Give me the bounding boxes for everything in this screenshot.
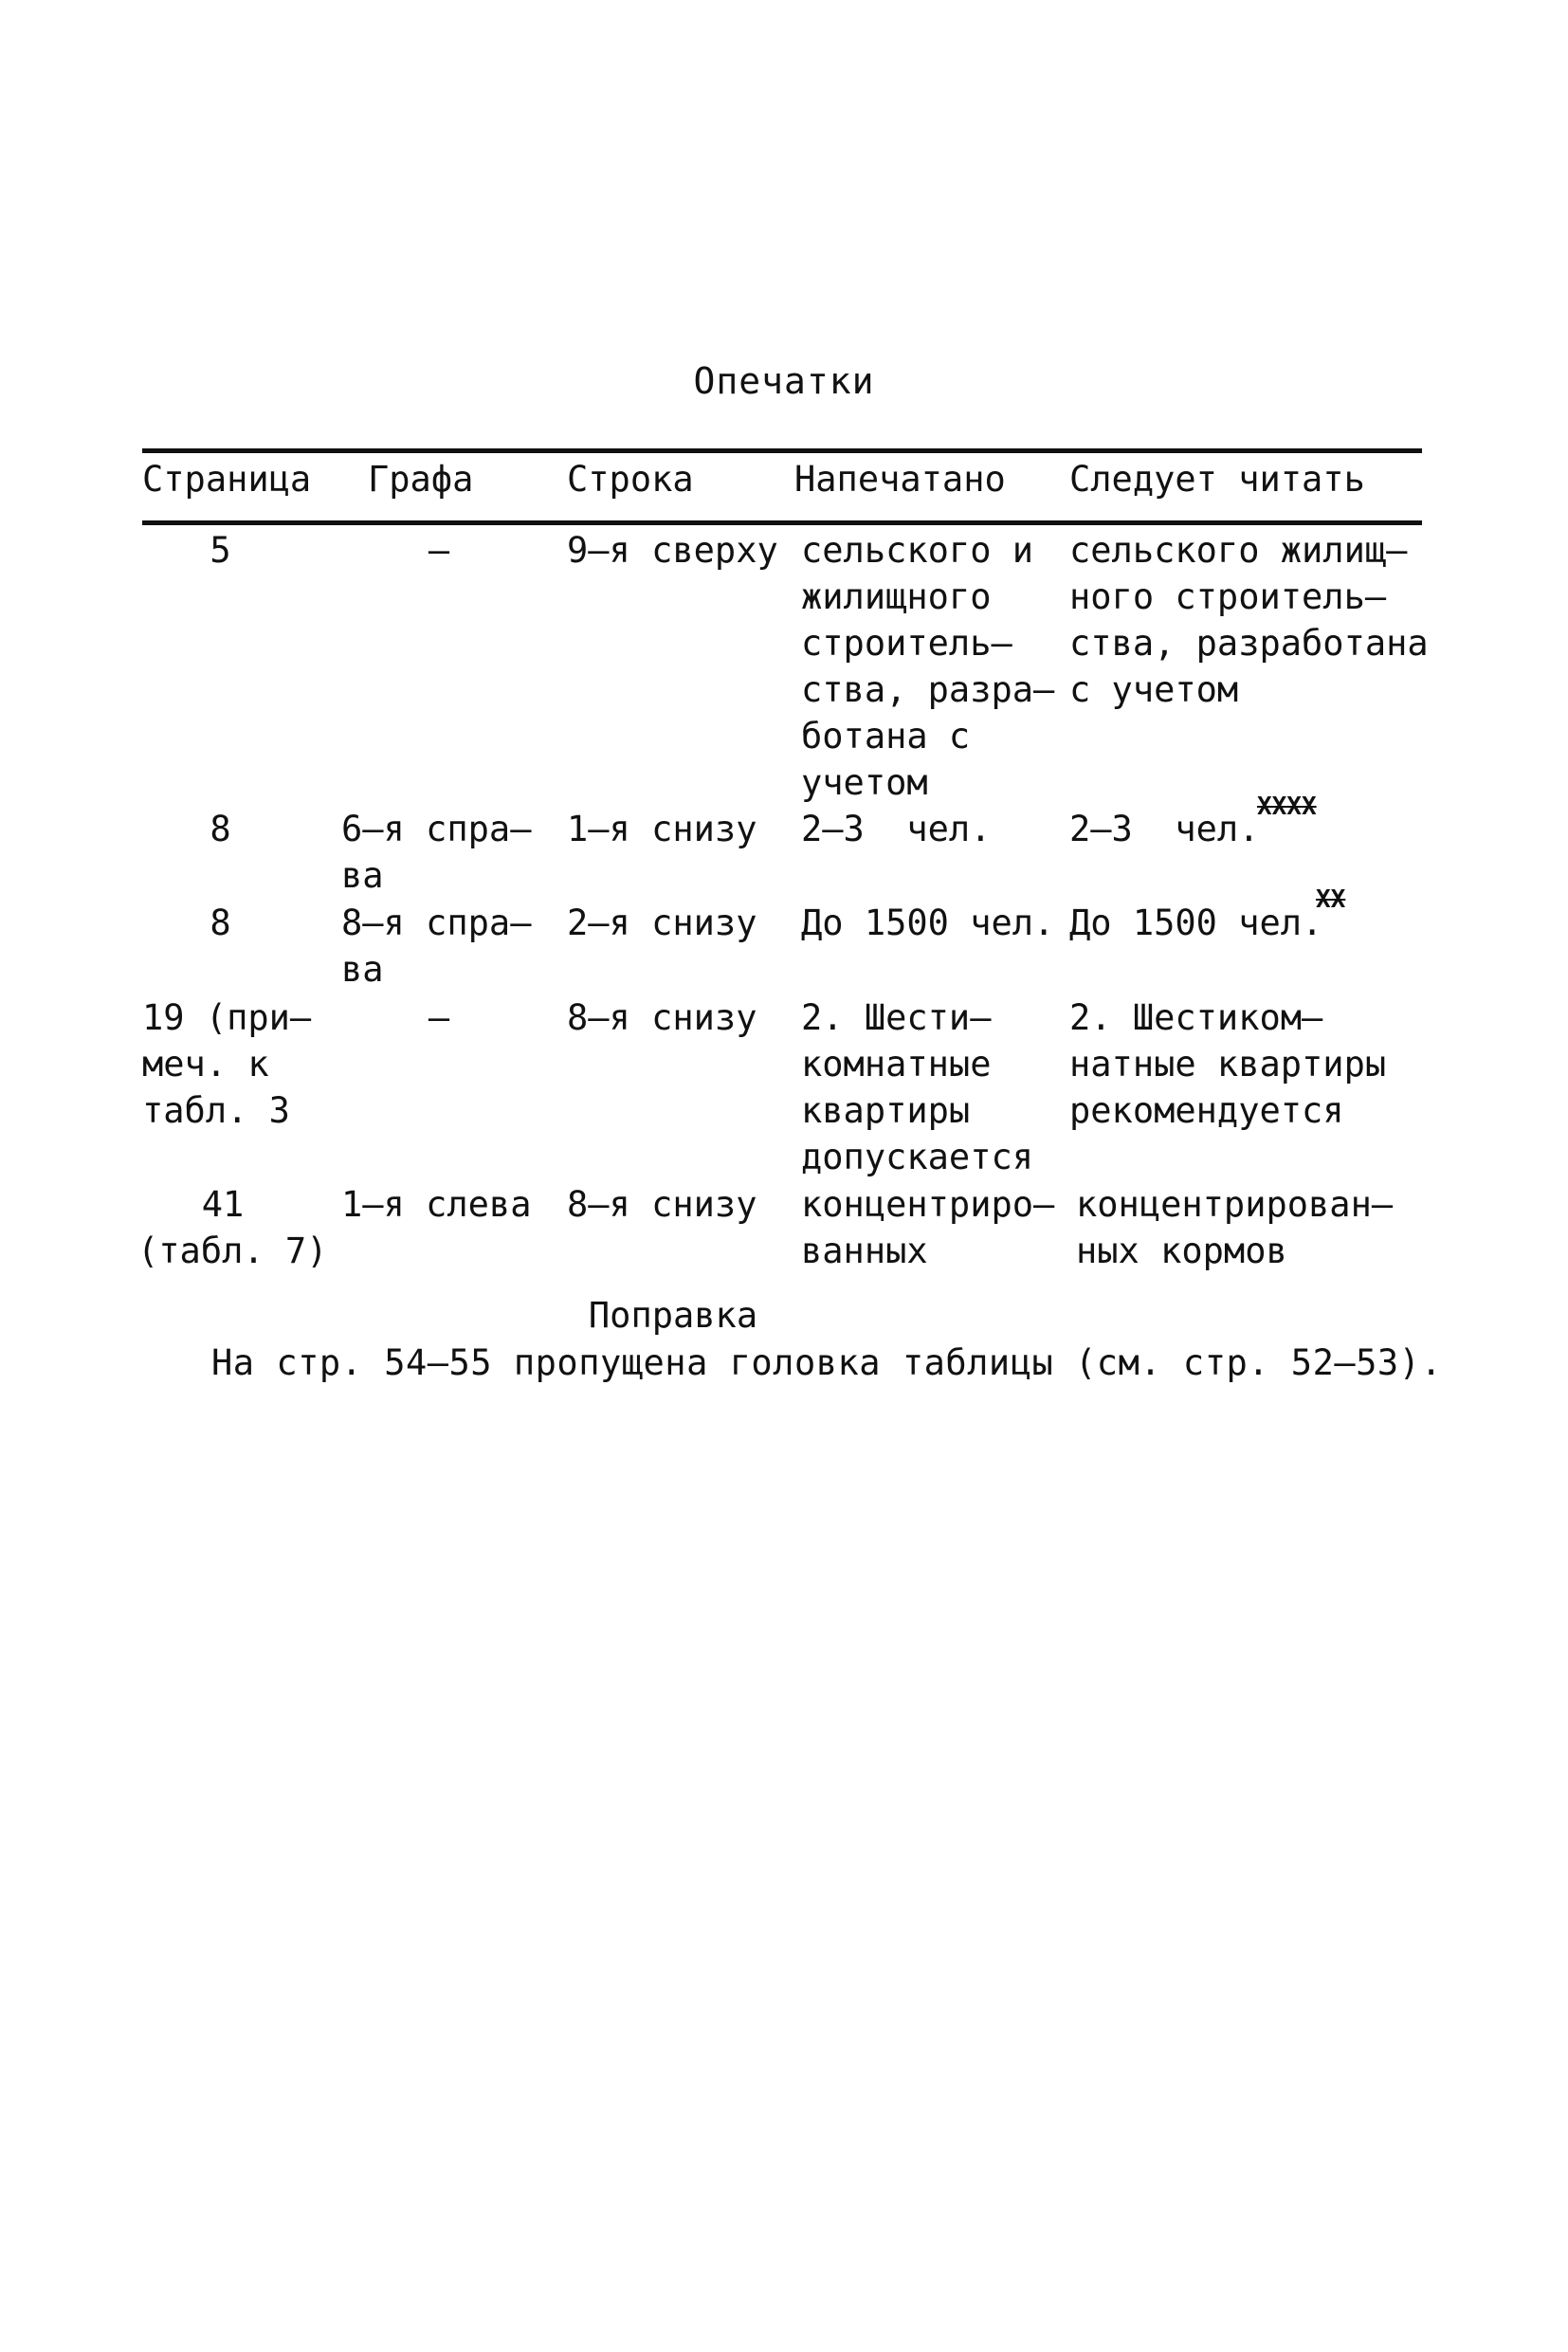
row5-printed: концентриро– ванных bbox=[801, 1184, 1055, 1271]
row4-column: – bbox=[428, 997, 450, 1038]
header-line: Строка bbox=[567, 459, 694, 500]
correction-title: Поправка bbox=[588, 1295, 758, 1336]
row3-line: 2–я снизу bbox=[567, 903, 757, 943]
row4-printed: 2. Шести– комнатные квартиры допускается bbox=[801, 997, 1034, 1177]
row4-should-read: 2. Шестиком– натные квартиры рекомендуется bbox=[1069, 997, 1387, 1131]
row3-page: 8 bbox=[210, 903, 231, 943]
row5-line: 8–я снизу bbox=[567, 1184, 757, 1225]
row1-page: 5 bbox=[210, 530, 231, 571]
row1-column: – bbox=[428, 530, 450, 571]
row2-line: 1–я снизу bbox=[567, 809, 757, 849]
row2-page: 8 bbox=[210, 809, 231, 849]
row1-line: 9–я сверху bbox=[567, 530, 778, 571]
row5-column: 1–я слева bbox=[341, 1184, 532, 1225]
header-page: Страница bbox=[142, 459, 312, 500]
row5-should-read: концентрирован– ных кормов bbox=[1076, 1184, 1394, 1271]
row4-page: 19 (при– меч. к табл. 3 bbox=[142, 997, 312, 1131]
row2-should-read: 2–3 чел. bbox=[1069, 809, 1260, 849]
table-header-rule bbox=[142, 520, 1422, 525]
header-printed: Напечатано bbox=[794, 459, 1006, 500]
row2-printed: 2–3 чел. bbox=[801, 809, 992, 849]
row3-column: 8–я спра– ва bbox=[341, 903, 532, 990]
row3-should-read: До 1500 чел. bbox=[1069, 903, 1323, 943]
table-top-rule bbox=[142, 448, 1422, 453]
row4-line: 8–я снизу bbox=[567, 997, 757, 1038]
row5-page: 41 (табл. 7) bbox=[137, 1184, 328, 1271]
row3-mark: ХХ bbox=[1316, 885, 1346, 914]
row3-printed: До 1500 чел. bbox=[801, 903, 1055, 943]
page-title: Опечатки bbox=[693, 360, 875, 402]
row2-column: 6–я спра– ва bbox=[341, 809, 532, 896]
row1-should-read: сельского жилищ– ного строитель– ства, разработана с учетом bbox=[1069, 530, 1429, 710]
row2-mark: ХХХХ bbox=[1257, 793, 1317, 821]
correction-text: На стр. 54–55 пропущена головка таблицы (см. стр. 52–53). bbox=[211, 1342, 1443, 1383]
header-should-read: Следует читать bbox=[1069, 459, 1365, 500]
row1-printed: сельского и жилищного строитель– ства, разра– ботана с учетом bbox=[801, 530, 1055, 803]
header-column: Графа bbox=[368, 459, 474, 500]
